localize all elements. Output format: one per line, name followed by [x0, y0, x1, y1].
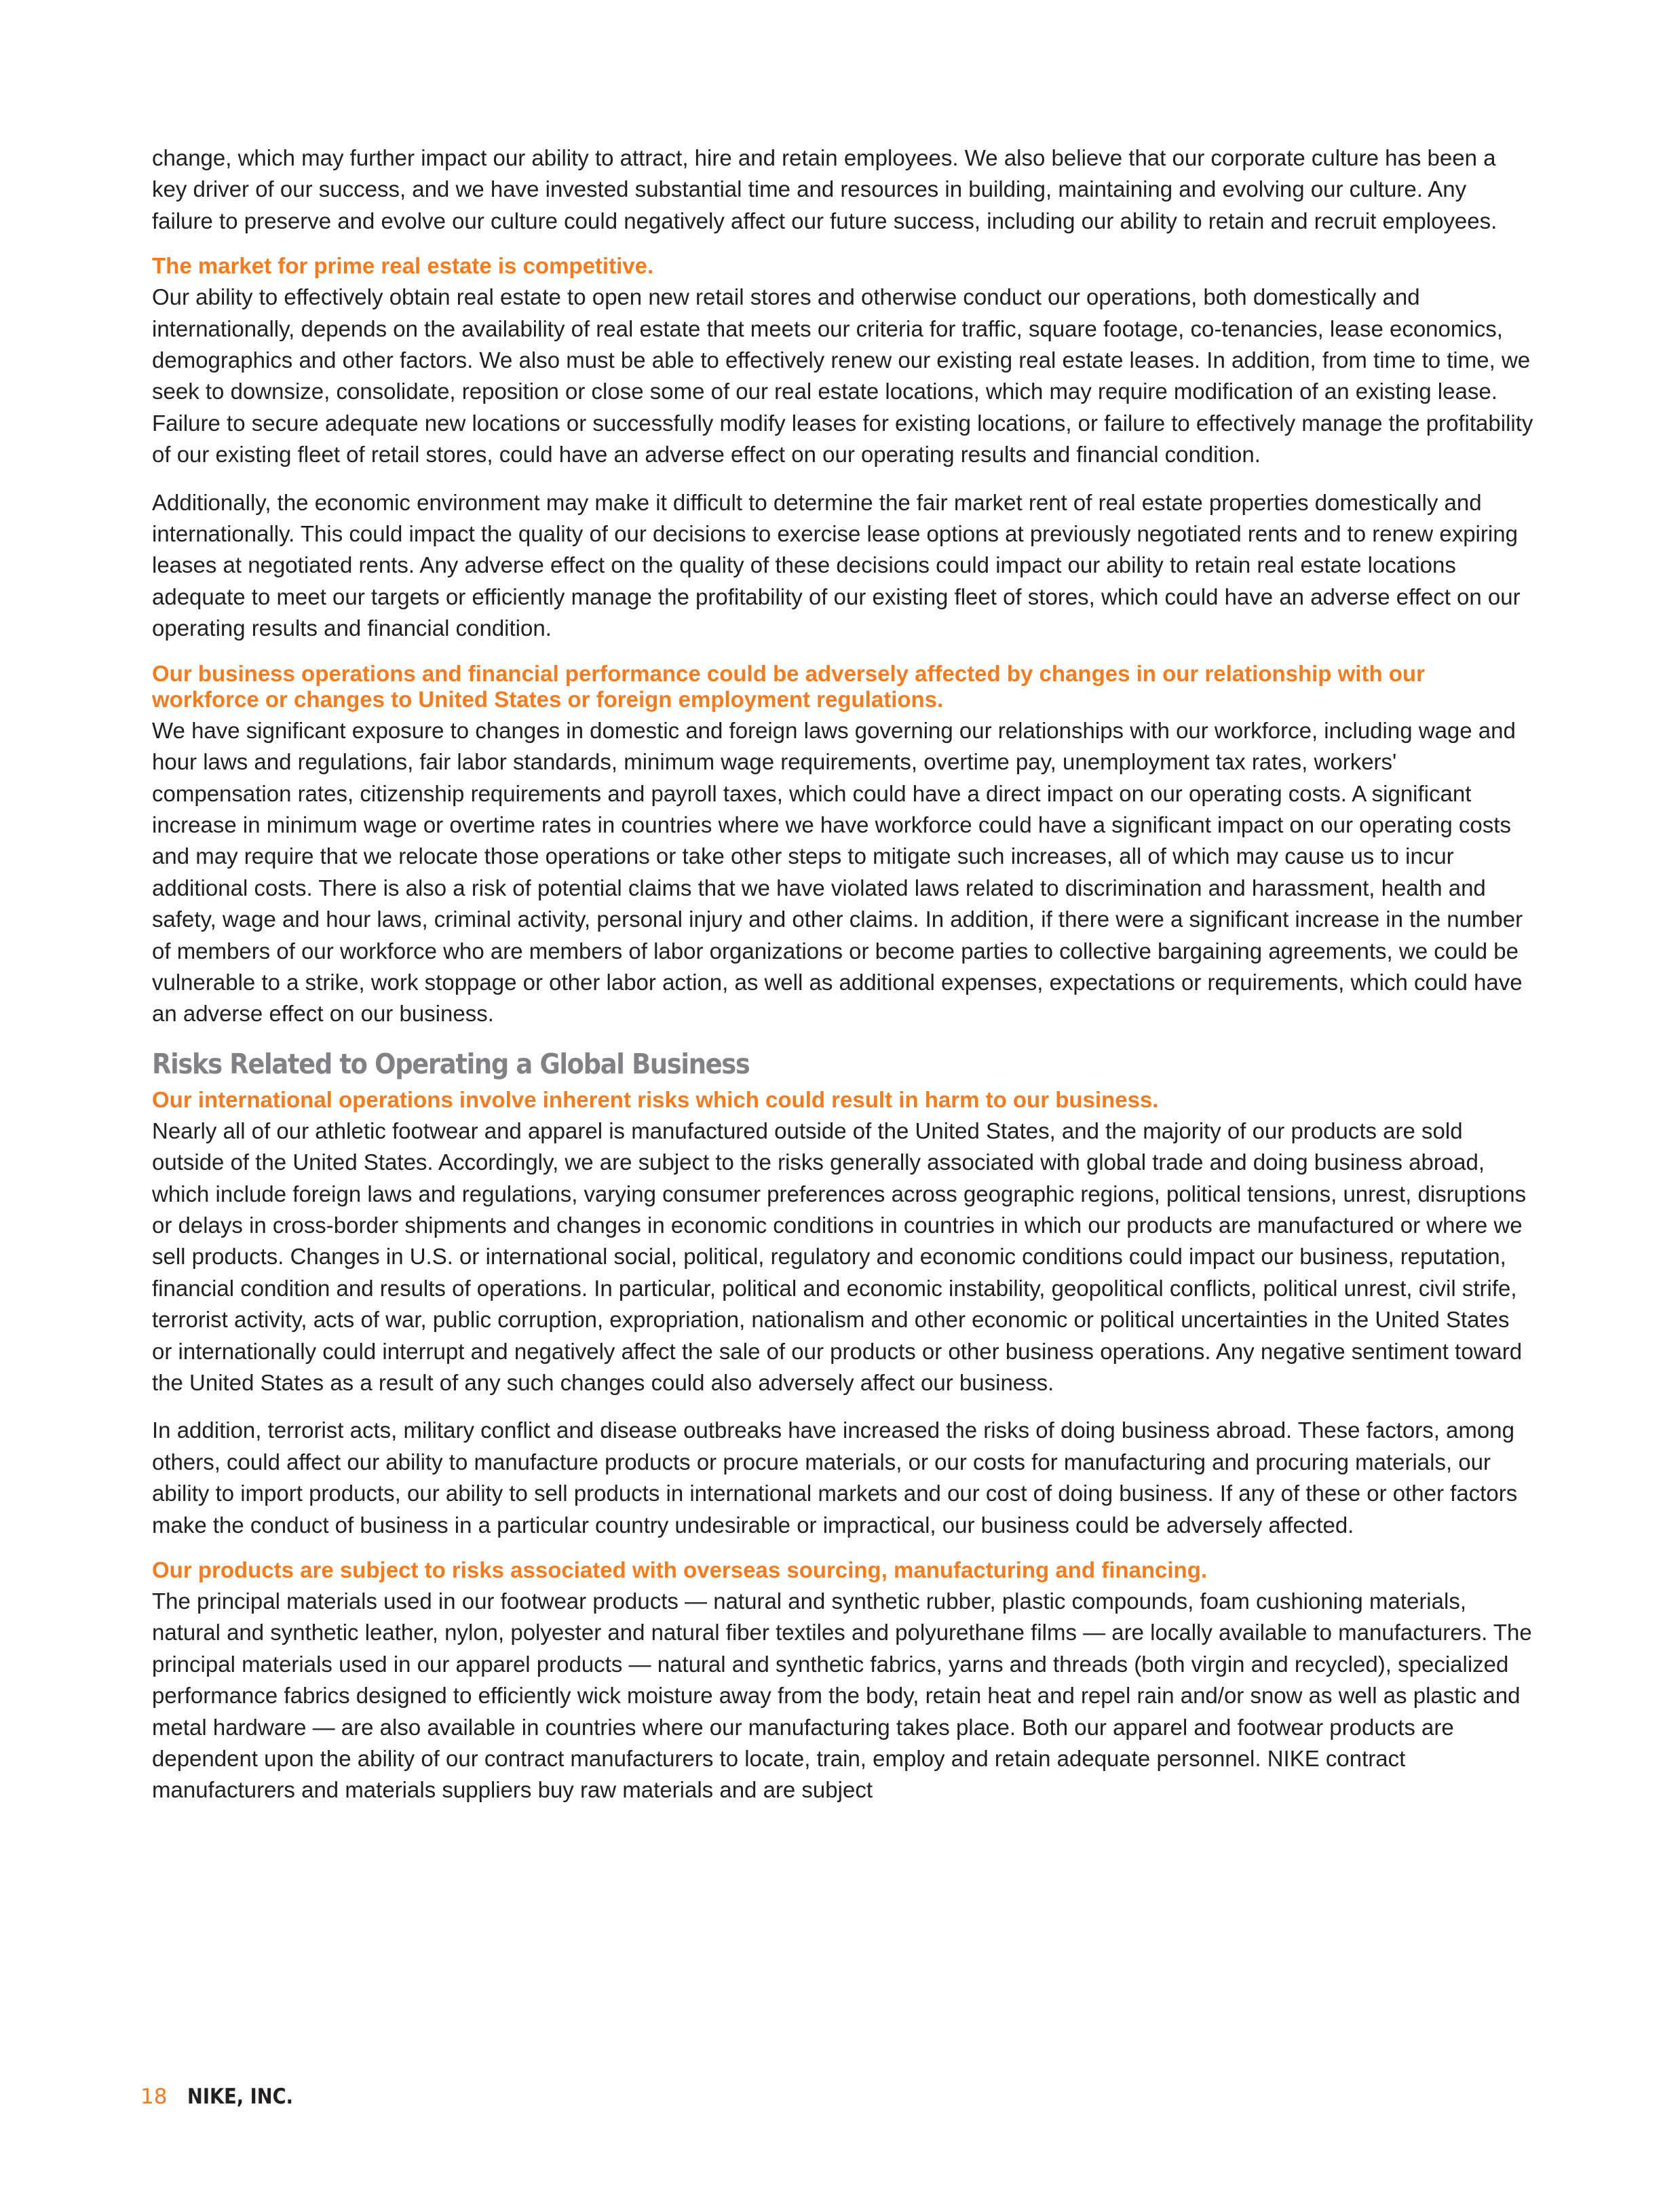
paragraph-real-estate-2: Additionally, the economic environment may make it difficult to determine the fair market rent of real estate properties domestically and internationally. This could impact the quality of our decisions to exercise lease options at previously negotiated rents and to renew expiring leases at negotiated rents. Any adverse effect on the quality of these decisions could impact our ability to retain real estate locations adequate to meet our targets or efficiently manage the profitability of our existing fleet of stores, which could have an adverse effect on our operating results and financial condition. [152, 489, 1521, 641]
paragraph-culture-continued: change, which may further impact our ability to attract, hire and retain employees. We also believe that our corporate culture has been a key driver of our success, and we have invested substantial time and resources in building, maintaining and evolving our culture. Any failure to preserve and evolve our culture could negatively affect our future success, including our ability to retain and recruit employees. [152, 145, 1497, 233]
company-name: NIKE, INC. [187, 2085, 294, 2109]
risk-heading-workforce: Our business operations and financial performance could be adversely affected by changes in our relationship with our workforce or changes to United States or foreign employment regulations. [152, 660, 1425, 712]
paragraph-real-estate-1: Our ability to effectively obtain real estate to open new retail stores and otherwise conduct our operations, both domestically and internationally, depends on the availability of real estate that meets our criteria for traffic, square footage, co-tenancies, lease economics, demographics and other factors. We also must be able to effectively renew our existing real estate leases. In addition, from time to time, we seek to downsize, consolidate, reposition or close some of our real estate locations, which may require modification of an existing lease. Failure to secure adequate new locations or successfully modify leases for existing locations, or failure to effectively manage the profitability of our existing fleet of retail stores, could have an adverse effect on our operating results and financial condition. [152, 284, 1533, 468]
paragraph-international-1: Nearly all of our athletic footwear and apparel is manufactured outside of the United States, and the majority of our products are sold outside of the United States. Accordingly, we are subject to the risks generally associated with global trade and doing business abroad, which include foreign laws and regulations, varying consumer preferences across geographic regions, political tensions, unrest, disruptions or delays in cross-border shipments and changes in economic conditions in countries in which our products are manufactured or where we sell products. Changes in U.S. or international social, political, regulatory and economic conditions could impact our business, reputation, financial condition and results of operations. In particular, political and economic instability, geopolitical conflicts, political unrest, civil strife, terrorist activity, acts of war, public corruption, expropriation, nationalism and other economic or political uncertainties in the United States or internationally could interrupt and negatively affect the sale of our products or other business operations. Any negative sentiment toward the United States as a result of any such changes could also adversely affect our business. [152, 1118, 1527, 1395]
section-heading-global-business: Risks Related to Operating a Global Business [152, 1047, 750, 1080]
page-number: 18 [140, 2085, 168, 2109]
page-footer [140, 2083, 308, 2110]
risk-heading-real-estate: The market for prime real estate is competitive. [152, 253, 654, 279]
paragraph-overseas-sourcing: The principal materials used in our footwear products — natural and synthetic rubber, plastic compounds, foam cushioning materials, natural and synthetic leather, nylon, polyester and natural fiber textiles and polyurethane films — are locally available to manufacturers. The principal materials used in our apparel products — natural and synthetic fabrics, yarns and threads (both virgin and recycled), specialized performance fabrics designed to efficiently wick moisture away from the body, retain heat and repel rain and/or snow as well as plastic and metal hardware — are also available in countries where our manufacturing takes place. Both our apparel and footwear products are dependent upon the ability of our contract manufacturers to locate, train, employ and retain adequate personnel. NIKE contract manufacturers and materials suppliers buy raw materials and are subject [152, 1588, 1532, 1803]
risk-heading-international: Our international operations involve inherent risks which could result in harm to our business. [152, 1086, 1159, 1112]
document-body [152, 142, 1533, 1823]
risk-heading-overseas-sourcing: Our products are subject to risks associated with overseas sourcing, manufacturing and financing. [152, 1557, 1208, 1583]
paragraph-international-2: In addition, terrorist acts, military conflict and disease outbreaks have increased the risks of doing business abroad. These factors, among others, could affect our ability to manufacture products or procure materials, or our costs for manufacturing and procuring materials, our ability to import products, our ability to sell products in international markets and our cost of doing business. If any of these or other factors make the conduct of business in a particular country undesirable or impractical, our business could be adversely affected. [152, 1417, 1518, 1538]
paragraph-workforce: We have significant exposure to changes in domestic and foreign laws governing our relationships with our workforce, including wage and hour laws and regulations, fair labor standards, minimum wage requirements, overtime pay, unemployment tax rates, workers' compensation rates, citizenship requirements and payroll taxes, which could have a direct impact on our operating costs. A significant increase in minimum wage or overtime rates in countries where we have workforce could have a significant impact on our operating costs and may require that we relocate those operations or take other steps to mitigate such increases, all of which may cause us to incur additional costs. There is also a risk of potential claims that we have violated laws related to discrimination and harassment, health and safety, wage and hour laws, criminal activity, personal injury and other claims. In addition, if there were a significant increase in the number of members of our workforce who are members of labor organizations or become parties to collective bargaining agreements, we could be vulnerable to a strike, work stoppage or other labor action, as well as additional expenses, expectations or requirements, which could have an adverse effect on our business. [152, 717, 1523, 1027]
